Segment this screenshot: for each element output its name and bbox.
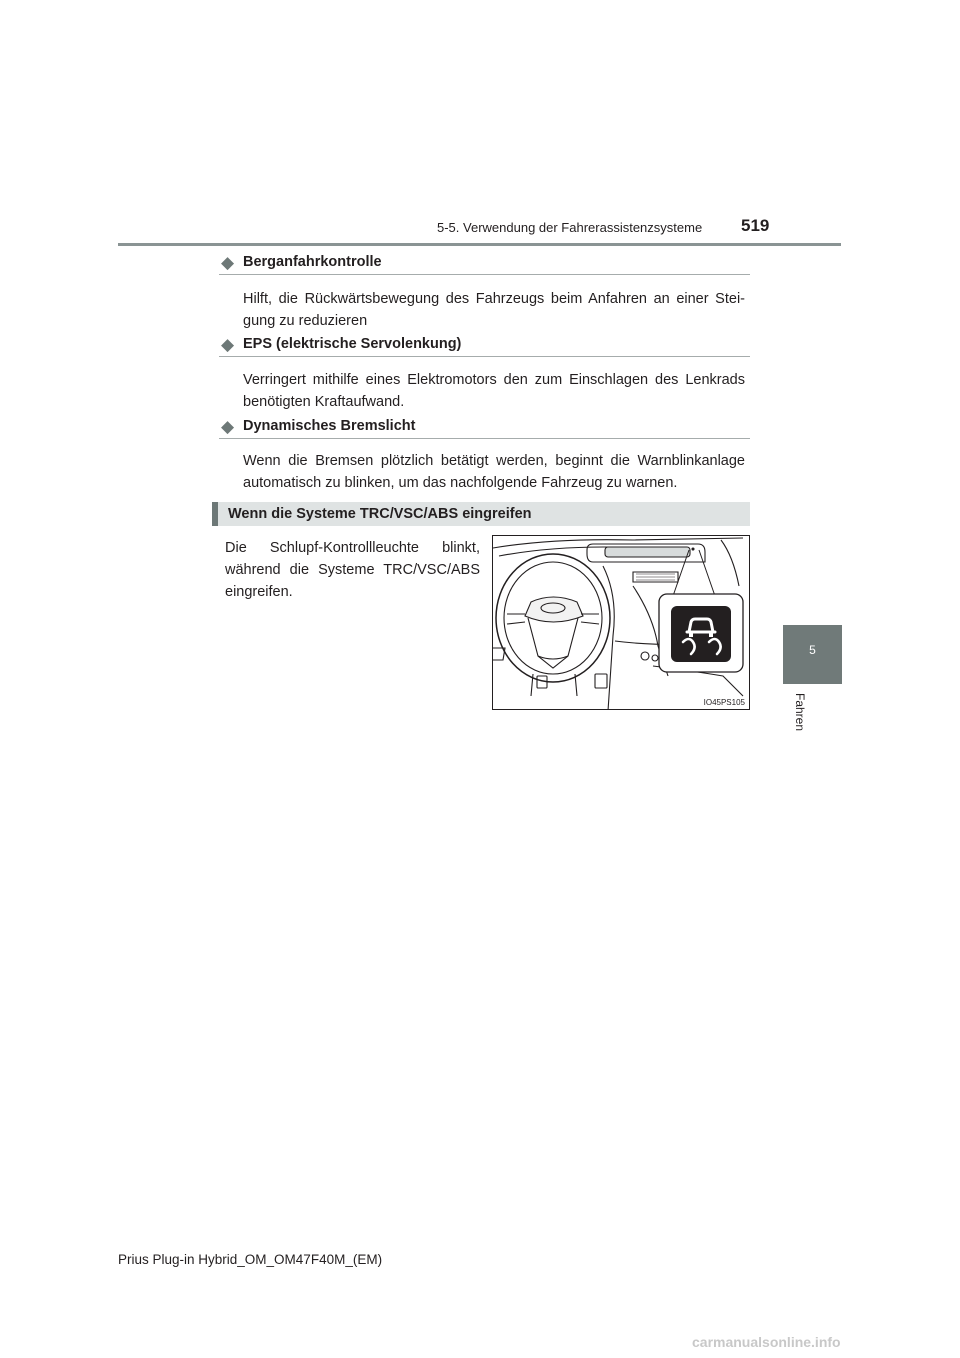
box-heading xyxy=(212,502,750,526)
section-text: Verringert mithilfe eines Elektromotors den zum Einschlagen des Lenkrads benötigten Kraftaufwand. xyxy=(243,372,745,410)
page-number: 519 xyxy=(741,216,770,235)
section-heading-eps xyxy=(219,335,750,357)
chapter-label-container xyxy=(793,693,805,753)
diamond-bullet-icon: ◆ xyxy=(221,335,235,354)
dashboard-illustration xyxy=(493,536,750,710)
diamond-bullet-icon: ◆ xyxy=(221,253,235,272)
section-text: Wenn die Bremsen plötzlich betätigt werden, beginnt die Warnblinkanlage automatisch zu blinken, um das nachfolgende Fahrzeug zu warnen. xyxy=(243,453,745,491)
header-section-title: 5-5. Verwendung der Fahrerassistenzsysteme xyxy=(437,220,703,235)
box-title: Wenn die Systeme TRC/VSC/ABS eingreifen xyxy=(228,506,532,522)
section-title: Dynamisches Bremslicht xyxy=(243,418,416,434)
figure-code: IO45PS105 xyxy=(703,698,745,707)
section-title: Berganfahrkontrolle xyxy=(243,254,382,270)
chapter-tab[interactable] xyxy=(783,625,842,684)
dashboard-figure xyxy=(492,535,750,710)
diamond-bullet-icon: ◆ xyxy=(221,417,235,436)
chapter-label: Fahren xyxy=(793,693,807,732)
slip-indicator-icon xyxy=(671,606,731,662)
section-heading-bremslicht xyxy=(219,417,750,439)
chapter-number: 5 xyxy=(809,643,816,657)
section-text: Hilft, die Rückwärtsbewegung des Fahrzeugs beim Anfahren an einer Stei-gung zu reduzieren xyxy=(243,291,745,329)
section-title: EPS (elektrische Servolenkung) xyxy=(243,336,462,352)
header-divider xyxy=(118,243,841,246)
watermark: carmanualsonline.info xyxy=(692,1334,841,1350)
box-text: Die Schlupf-Kontrollleuchte blinkt, während die Systeme TRC/VSC/ABS eingreifen. xyxy=(225,540,480,600)
footer-model: Prius Plug-in Hybrid_OM_OM47F40M_(EM) xyxy=(118,1252,383,1267)
section-heading-berganfahrkontrolle xyxy=(219,253,750,275)
